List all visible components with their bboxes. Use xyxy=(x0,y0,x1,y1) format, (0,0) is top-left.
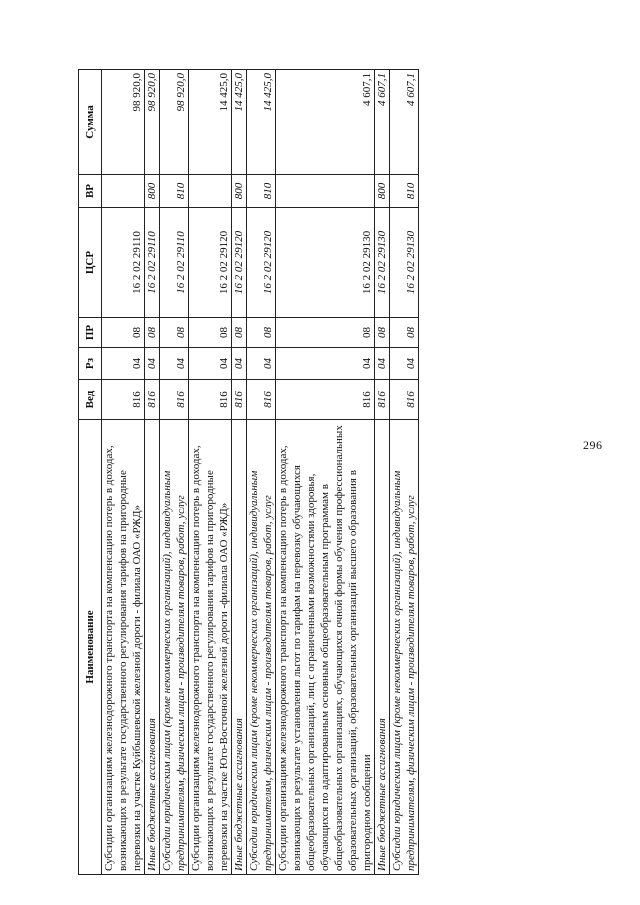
cell-pr: 08 xyxy=(145,318,160,348)
cell-rz: 04 xyxy=(232,348,247,380)
header-pr: ПР xyxy=(79,318,102,348)
cell-sum: 98 920,0 xyxy=(102,70,145,175)
cell-vr xyxy=(102,175,145,208)
cell-name: Субсидии организациям железнодорожного транспорта на компенсацию потерь в доходах, возникающих в результате государственного регулирования тарифов на пригородные перевозки на участке Юго-Восточной железной дороги -филиала ОАО «РЖД» xyxy=(189,420,232,875)
cell-csr: 16 2 02 29120 xyxy=(247,208,276,318)
header-sum: Сумма xyxy=(79,70,102,175)
table-row xyxy=(145,70,160,875)
cell-pr: 08 xyxy=(247,318,276,348)
cell-rz: 04 xyxy=(276,348,375,380)
cell-pr: 08 xyxy=(189,318,232,348)
cell-pr: 08 xyxy=(232,318,247,348)
cell-csr: 16 2 02 29130 xyxy=(276,208,375,318)
cell-sum: 14 425,0 xyxy=(247,70,276,175)
cell-rz: 04 xyxy=(189,348,232,380)
cell-ved: 816 xyxy=(390,380,419,420)
cell-csr: 16 2 02 29110 xyxy=(102,208,145,318)
table-row xyxy=(247,70,276,875)
cell-pr: 08 xyxy=(276,318,375,348)
table-row xyxy=(189,70,232,875)
cell-ved: 816 xyxy=(189,380,232,420)
page-number: 296 xyxy=(583,438,603,452)
cell-name: Иные бюджетные ассигнования xyxy=(375,420,390,875)
cell-vr: 810 xyxy=(160,175,189,208)
cell-name: Иные бюджетные ассигнования xyxy=(145,420,160,875)
cell-rz: 04 xyxy=(375,348,390,380)
header-vr: ВР xyxy=(79,175,102,208)
header-csr: ЦСР xyxy=(79,208,102,318)
cell-pr: 08 xyxy=(102,318,145,348)
cell-vr: 800 xyxy=(375,175,390,208)
budget-table xyxy=(78,69,419,875)
cell-ved: 816 xyxy=(276,380,375,420)
table-row xyxy=(160,70,189,875)
table-row xyxy=(375,70,390,875)
cell-rz: 04 xyxy=(145,348,160,380)
cell-sum: 98 920,0 xyxy=(145,70,160,175)
cell-rz: 04 xyxy=(102,348,145,380)
cell-rz: 04 xyxy=(160,348,189,380)
cell-vr xyxy=(189,175,232,208)
cell-sum: 4 607,1 xyxy=(375,70,390,175)
rotated-table-wrapper xyxy=(78,70,566,875)
cell-csr: 16 2 02 29110 xyxy=(145,208,160,318)
cell-sum: 4 607,1 xyxy=(276,70,375,175)
cell-sum: 14 425,0 xyxy=(189,70,232,175)
cell-name: Субсидии юридическим лицам (кроме некоммерческих организаций), индивидуальным предпринимателям, физическим лицам - производителям товаров, работ, услуг xyxy=(160,420,189,875)
cell-ved: 816 xyxy=(160,380,189,420)
cell-rz: 04 xyxy=(247,348,276,380)
cell-ved: 816 xyxy=(145,380,160,420)
header-rz: Рз xyxy=(79,348,102,380)
cell-ved: 816 xyxy=(102,380,145,420)
cell-pr: 08 xyxy=(375,318,390,348)
cell-vr xyxy=(276,175,375,208)
cell-vr: 810 xyxy=(247,175,276,208)
table-row xyxy=(102,70,145,875)
cell-ved: 816 xyxy=(375,380,390,420)
cell-csr: 16 2 02 29130 xyxy=(375,208,390,318)
cell-csr: 16 2 02 29120 xyxy=(232,208,247,318)
table-row xyxy=(232,70,247,875)
cell-csr: 16 2 02 29130 xyxy=(390,208,419,318)
cell-pr: 08 xyxy=(390,318,419,348)
table-row xyxy=(390,70,419,875)
table-header-row xyxy=(79,70,102,875)
header-name: Наименование xyxy=(79,420,102,875)
header-ved: Вед xyxy=(79,380,102,420)
cell-name: Субсидии юридическим лицам (кроме некоммерческих организаций), индивидуальным предпринимателям, физическим лицам - производителям товаров, работ, услуг xyxy=(390,420,419,875)
cell-ved: 816 xyxy=(247,380,276,420)
cell-sum: 14 425,0 xyxy=(232,70,247,175)
cell-rz: 04 xyxy=(390,348,419,380)
table-row xyxy=(276,70,375,875)
cell-name: Иные бюджетные ассигнования xyxy=(232,420,247,875)
cell-csr: 16 2 02 29120 xyxy=(189,208,232,318)
cell-pr: 08 xyxy=(160,318,189,348)
cell-sum: 4 607,1 xyxy=(390,70,419,175)
cell-name: Субсидии организациям железнодорожного транспорта на компенсацию потерь в доходах, возникающих в результате установления льгот по тарифам на перевозку обучающихся общеобразовательных организаций, лиц с ограниченными возможностями здоровья, обучающихся по адаптированным основным общеобразовательным программам в общеобразовательных организациях, обучающихся очной формы обучения профессиональных образовательных организаций, образовательных организаций высшего образования в пригородном сообщении xyxy=(276,420,375,875)
cell-vr: 800 xyxy=(145,175,160,208)
cell-ved: 816 xyxy=(232,380,247,420)
cell-vr: 800 xyxy=(232,175,247,208)
cell-name: Субсидии организациям железнодорожного транспорта на компенсацию потерь в доходах, возникающих в результате государственного регулирования тарифов на пригородные перевозки на участке Куйбышевской железной дороги - филиала ОАО «РЖД» xyxy=(102,420,145,875)
cell-name: Субсидии юридическим лицам (кроме некоммерческих организаций), индивидуальным предпринимателям, физическим лицам - производителям товаров, работ, услуг xyxy=(247,420,276,875)
cell-vr: 810 xyxy=(390,175,419,208)
cell-sum: 98 920,0 xyxy=(160,70,189,175)
cell-csr: 16 2 02 29110 xyxy=(160,208,189,318)
